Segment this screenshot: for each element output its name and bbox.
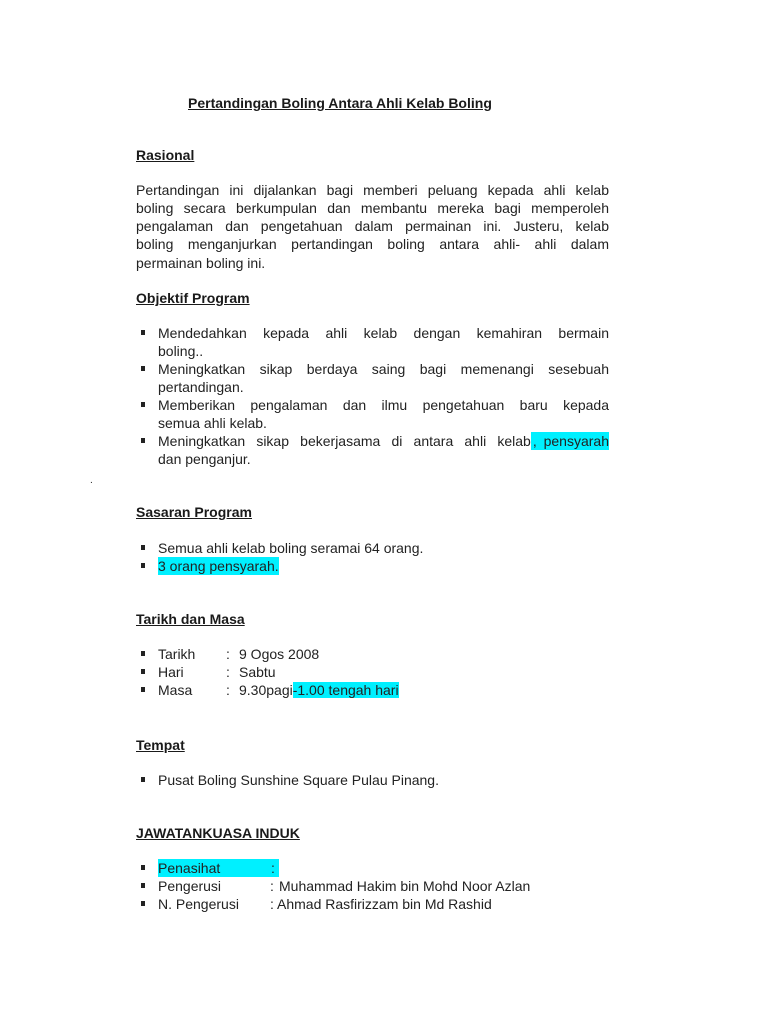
stray-mark: .: [90, 475, 93, 486]
bullet-icon: [141, 330, 145, 335]
colon: :: [270, 878, 274, 894]
colon: :: [226, 664, 230, 680]
field-value: Ahmad Rasfirizzam bin Md Rashid: [277, 896, 492, 912]
list-item: Pusat Boling Sunshine Square Pulau Pinang.: [158, 772, 439, 788]
colon: :: [226, 646, 230, 662]
field-value: Sabtu: [239, 664, 276, 680]
list-item: [158, 432, 609, 450]
list-item-cont: boling..: [158, 343, 204, 359]
colon: :: [226, 682, 230, 698]
bullet-icon: [141, 777, 145, 782]
list-item: Memberikan pengalaman dan ilmu pengetahuan baru kepada: [158, 397, 609, 413]
paragraph-line: boling secara berkumpulan dan membantu mereka bagi memperoleh: [136, 200, 609, 216]
bullet-icon: [141, 563, 145, 568]
bullet-icon: [141, 402, 145, 407]
highlighted-text: -1.00 tengah hari: [292, 682, 399, 698]
heading-tempat: Tempat: [136, 737, 185, 753]
document-title: Pertandingan Boling Antara Ahli Kelab Boling: [188, 95, 492, 111]
list-item: Mendedahkan kepada ahli kelab dengan kemahiran bermain: [158, 325, 609, 341]
field-label: Masa: [158, 682, 193, 698]
bullet-icon: [141, 669, 145, 674]
list-item-highlighted: 3 orang pensyarah.: [158, 558, 279, 574]
bullet-icon: [141, 901, 145, 906]
list-item: Meningkatkan sikap berdaya saing bagi memenangi sesebuah: [158, 361, 609, 377]
field-label: N. Pengerusi: [158, 896, 239, 912]
field-value: Muhammad Hakim bin Mohd Noor Azlan: [279, 878, 531, 894]
highlighted-text: , pensyarah: [532, 433, 609, 449]
bullet-icon: [141, 865, 145, 870]
bullet-icon: [141, 438, 145, 443]
paragraph-line: pengalaman dan pengetahuan dalam permainan ini. Justeru, kelab: [136, 218, 609, 234]
bullet-icon: [141, 687, 145, 692]
paragraph-line: permainan boling ini.: [136, 255, 266, 271]
paragraph-line: boling menganjurkan pertandingan boling antara ahli- ahli dalam: [136, 236, 609, 252]
paragraph-line: Pertandingan ini dijalankan bagi memberi peluang kepada ahli kelab: [136, 182, 609, 198]
field-label: Pengerusi: [158, 878, 222, 894]
field-label: Hari: [158, 664, 184, 680]
field-value: [239, 681, 399, 699]
heading-tarikh: Tarikh dan Masa: [136, 611, 245, 627]
heading-sasaran: Sasaran Program: [136, 504, 252, 520]
list-item-cont: pertandingan.: [158, 379, 244, 395]
list-item-text: Meningkatkan sikap bekerjasama di antara ahli kelab: [158, 433, 531, 449]
list-item: Semua ahli kelab boling seramai 64 orang.: [158, 540, 424, 556]
field-value: 9 Ogos 2008: [239, 646, 320, 662]
bullet-icon: [141, 883, 145, 888]
list-item-cont: dan penganjur.: [158, 451, 251, 467]
heading-objektif: Objektif Program: [136, 290, 250, 306]
bullet-icon: [141, 651, 145, 656]
bullet-icon: [141, 366, 145, 371]
field-label: Penasihat: [158, 860, 221, 876]
bullet-icon: [141, 545, 145, 550]
heading-rasional: Rasional: [136, 147, 195, 163]
time-start: 9.30pagi: [239, 682, 293, 698]
colon: :: [271, 860, 275, 876]
list-item-cont: semua ahli kelab.: [158, 415, 267, 431]
field-label: Tarikh: [158, 646, 196, 662]
field-label-highlighted: [158, 859, 279, 877]
colon: :: [270, 896, 274, 912]
heading-jawatankuasa: JAWATANKUASA INDUK: [136, 825, 300, 841]
